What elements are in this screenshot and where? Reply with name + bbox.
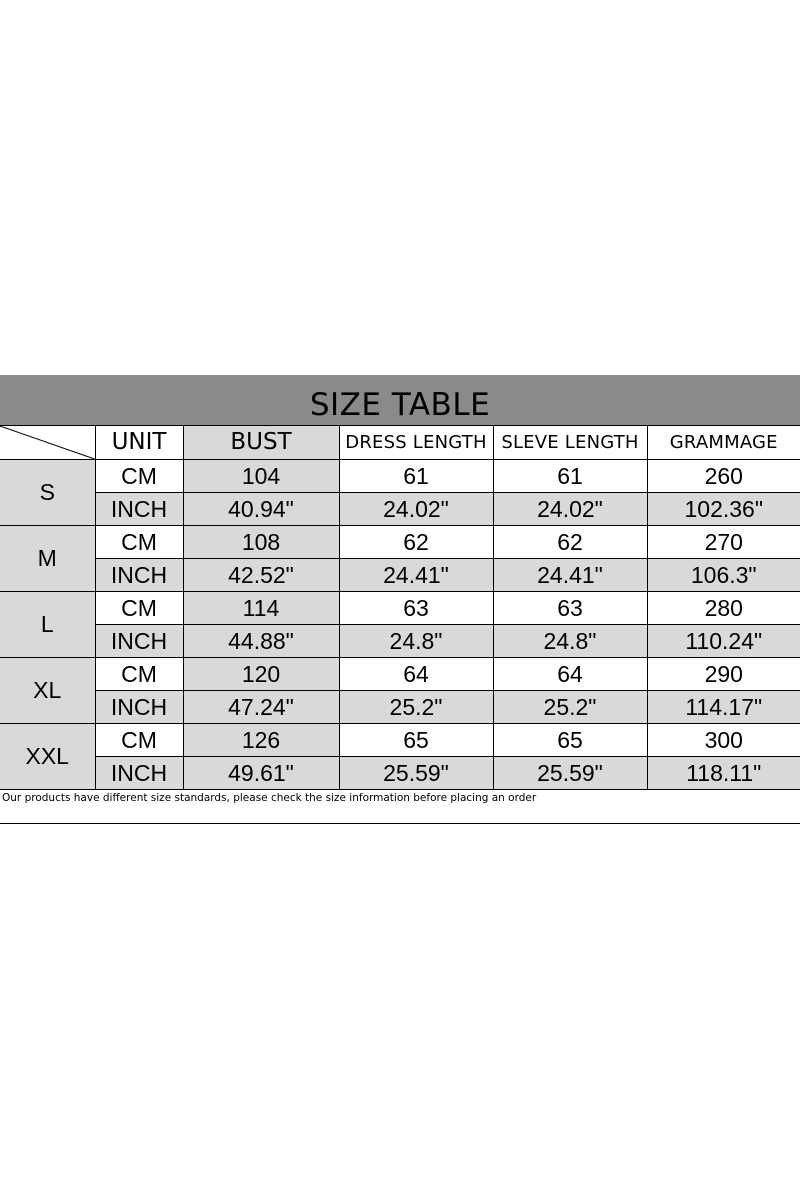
table-row — [0, 592, 800, 625]
dress-length-cell: 24.41" — [339, 559, 493, 592]
header-sleve-length: SLEVE LENGTH — [493, 426, 647, 460]
size-table-title: SIZE TABLE — [0, 375, 800, 425]
unit-cell: CM — [95, 592, 183, 625]
bottom-divider — [0, 823, 800, 824]
size-label: XXL — [0, 724, 95, 790]
dress-length-cell: 24.02" — [339, 493, 493, 526]
grammage-cell: 280 — [647, 592, 800, 625]
table-row — [0, 526, 800, 559]
bust-cell: 126 — [183, 724, 339, 757]
grammage-cell: 102.36" — [647, 493, 800, 526]
table-row — [0, 460, 800, 493]
table-row — [0, 757, 800, 790]
sleve-length-cell: 61 — [493, 460, 647, 493]
unit-cell: INCH — [95, 625, 183, 658]
unit-cell: CM — [95, 724, 183, 757]
table-header-row — [0, 426, 800, 460]
dress-length-cell: 63 — [339, 592, 493, 625]
sleve-length-cell: 25.2" — [493, 691, 647, 724]
bust-cell: 108 — [183, 526, 339, 559]
dress-length-cell: 25.59" — [339, 757, 493, 790]
bust-cell: 42.52" — [183, 559, 339, 592]
sleve-length-cell: 63 — [493, 592, 647, 625]
header-bust: BUST — [183, 426, 339, 460]
sleve-length-cell: 24.41" — [493, 559, 647, 592]
dress-length-cell: 65 — [339, 724, 493, 757]
bust-cell: 44.88" — [183, 625, 339, 658]
bust-cell: 120 — [183, 658, 339, 691]
dress-length-cell: 25.2" — [339, 691, 493, 724]
dress-length-cell: 24.8" — [339, 625, 493, 658]
size-table — [0, 425, 800, 790]
table-row — [0, 658, 800, 691]
unit-cell: INCH — [95, 691, 183, 724]
size-label: L — [0, 592, 95, 658]
unit-cell: CM — [95, 460, 183, 493]
grammage-cell: 114.17" — [647, 691, 800, 724]
bust-cell: 104 — [183, 460, 339, 493]
bust-cell: 49.61" — [183, 757, 339, 790]
table-row — [0, 724, 800, 757]
bust-cell: 47.24" — [183, 691, 339, 724]
table-body — [0, 460, 800, 790]
table-row — [0, 493, 800, 526]
table-row — [0, 625, 800, 658]
size-footnote: Our products have different size standards, please check the size information before placing an order — [2, 792, 537, 804]
unit-cell: CM — [95, 658, 183, 691]
grammage-cell: 106.3" — [647, 559, 800, 592]
grammage-cell: 110.24" — [647, 625, 800, 658]
unit-cell: INCH — [95, 493, 183, 526]
size-label: XL — [0, 658, 95, 724]
sleve-length-cell: 25.59" — [493, 757, 647, 790]
sleve-length-cell: 64 — [493, 658, 647, 691]
sleve-length-cell: 24.8" — [493, 625, 647, 658]
grammage-cell: 118.11" — [647, 757, 800, 790]
header-unit: UNIT — [95, 426, 183, 460]
table-row — [0, 691, 800, 724]
grammage-cell: 300 — [647, 724, 800, 757]
table-row — [0, 559, 800, 592]
unit-cell: INCH — [95, 559, 183, 592]
sleve-length-cell: 24.02" — [493, 493, 647, 526]
bust-cell: 114 — [183, 592, 339, 625]
unit-cell: CM — [95, 526, 183, 559]
header-dress-length: DRESS LENGTH — [339, 426, 493, 460]
bust-cell: 40.94" — [183, 493, 339, 526]
size-label: M — [0, 526, 95, 592]
dress-length-cell: 62 — [339, 526, 493, 559]
corner-cell — [0, 426, 95, 460]
grammage-cell: 270 — [647, 526, 800, 559]
dress-length-cell: 61 — [339, 460, 493, 493]
grammage-cell: 260 — [647, 460, 800, 493]
unit-cell: INCH — [95, 757, 183, 790]
size-label: S — [0, 460, 95, 526]
sleve-length-cell: 65 — [493, 724, 647, 757]
grammage-cell: 290 — [647, 658, 800, 691]
dress-length-cell: 64 — [339, 658, 493, 691]
diagonal-line-icon — [0, 426, 95, 459]
sleve-length-cell: 62 — [493, 526, 647, 559]
header-grammage: GRAMMAGE — [647, 426, 800, 460]
